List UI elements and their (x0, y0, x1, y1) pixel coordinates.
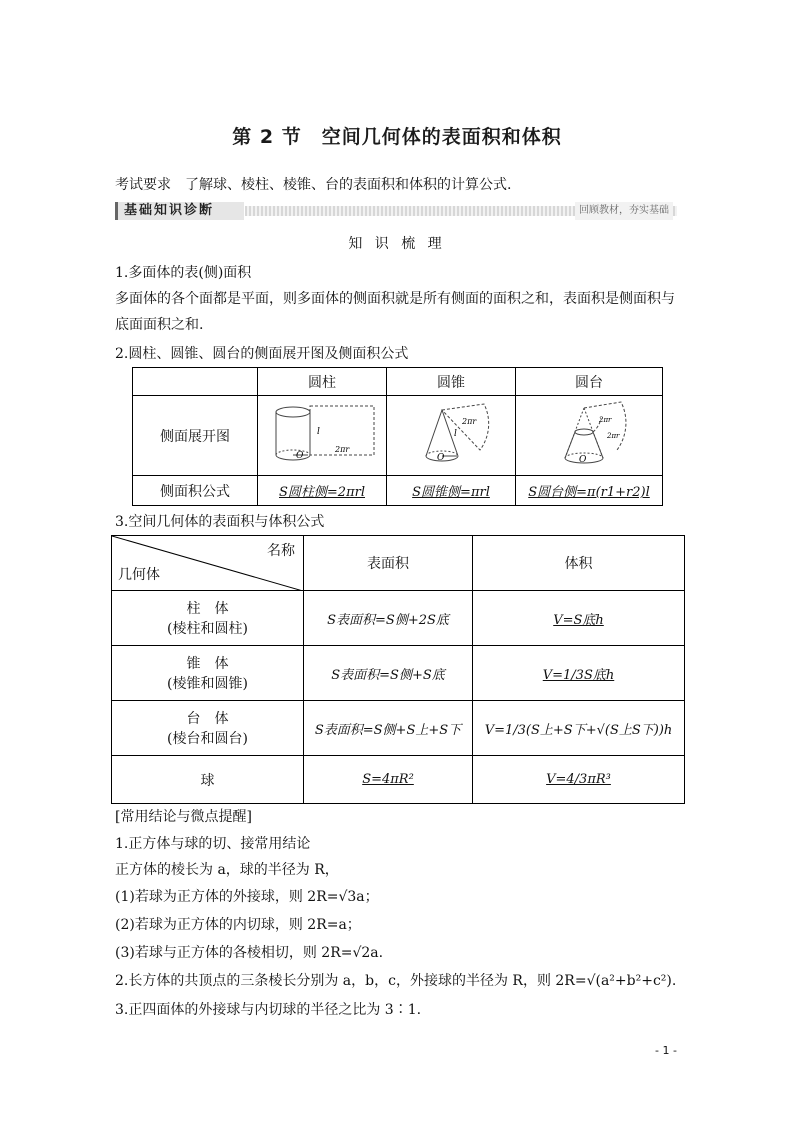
cone-center-label: O (437, 452, 445, 463)
table-row (112, 756, 685, 804)
row-sphere: 球 (112, 756, 304, 804)
table1-row-label-formula: 侧面积公式 (133, 476, 258, 506)
table1-corner (133, 368, 258, 396)
tip-3: (1)若球为正方体的外接球，则 2R=√3a； (115, 889, 379, 905)
frustum-unfold-figure (516, 396, 663, 476)
tip-6: 2.长方体的共顶点的三条棱长分别为 a，b，c，外接球的半径为 R，则 2R=√(a²+b²+c²). (115, 973, 677, 989)
row-pyramid: 锥 体 (棱锥和圆锥) (112, 646, 304, 701)
row-frustum: 台 体 (棱台和圆台) (112, 701, 304, 756)
tip-4: (2)若球为正方体的内切球，则 2R=a； (115, 917, 361, 933)
tip-5: (3)若球与正方体的各棱相切，则 2R=√2a. (115, 945, 384, 961)
pyramid-surface-formula: S表面积=S侧+S底 (304, 646, 473, 701)
prism-volume-formula: V=S底h (473, 591, 685, 646)
tip-1: 1.正方体与球的切、接常用结论 (115, 836, 311, 852)
table1-header-cylinder: 圆柱 (258, 368, 387, 396)
cylinder-lateral-formula: S圆柱侧=2πrl (258, 476, 387, 506)
frustum-2pir1-label: 2πr (599, 415, 612, 424)
cone-unfold-figure (387, 396, 516, 476)
surface-volume-table (111, 535, 685, 804)
table2-corner (112, 536, 304, 591)
frustum-surface-formula: S表面积=S侧+S上+S下 (304, 701, 473, 756)
cylinder-2pir-label: 2πr (335, 444, 350, 454)
col-volume-header: 体积 (473, 536, 685, 591)
p2-heading: 2.圆柱、圆锥、圆台的侧面展开图及侧面积公式 (115, 346, 409, 362)
cone-l-label: l (454, 428, 457, 439)
cylinder-center-label: O (296, 450, 304, 461)
table-row (112, 591, 685, 646)
frustum-center-label: O (579, 454, 587, 465)
cone-2pir-label: 2πr (462, 416, 477, 426)
table1-header-cone: 圆锥 (387, 368, 516, 396)
frustum-lateral-formula: S圆台侧=π(r1+r2)l (516, 476, 663, 506)
section-banner (115, 202, 677, 220)
col-surface-header: 表面积 (304, 536, 473, 591)
page-title: 第 2 节 空间几何体的表面积和体积 (232, 126, 562, 148)
table-row (112, 701, 685, 756)
tip-2: 正方体的棱长为 a，球的半径为 R， (115, 862, 339, 878)
corner-top-label: 名称 (267, 543, 295, 559)
banner-label: 基础知识诊断 (115, 202, 244, 220)
table1-row-label-unfold: 侧面展开图 (133, 396, 258, 476)
banner-subtitle: 回顾教材，夯实基础 (575, 202, 673, 220)
table1-header-frustum: 圆台 (516, 368, 663, 396)
section-heading: 知 识 梳 理 (348, 236, 446, 252)
cylinder-l-label: l (317, 426, 320, 437)
p3-heading: 3.空间几何体的表面积与体积公式 (115, 514, 325, 530)
tips-heading: [常用结论与微点提醒] (115, 809, 252, 825)
p1-text-a: 多面体的各个面都是平面，则多面体的侧面积就是所有侧面的面积之和，表面积是侧面积与 (115, 291, 675, 307)
p1-text-b: 底面面积之和. (115, 317, 204, 333)
frustum-2pir2-label: 2πr (607, 431, 620, 440)
row-prism: 柱 体 (棱柱和圆柱) (112, 591, 304, 646)
p1-heading: 1.多面体的表(侧)面积 (115, 265, 252, 281)
frustum-volume-formula: V=1/3(S上+S下+√(S上S下))h (473, 701, 685, 756)
lateral-area-table (132, 367, 663, 506)
tip-7: 3.正四面体的外接球与内切球的半径之比为 3∶1. (115, 1002, 422, 1018)
pyramid-volume-formula: V=1/3S底h (473, 646, 685, 701)
table-row (112, 646, 685, 701)
corner-bottom-label: 几何体 (118, 567, 160, 583)
prism-surface-formula: S表面积=S侧+2S底 (304, 591, 473, 646)
sphere-volume-formula: V=4/3πR³ (473, 756, 685, 804)
page-number: - 1 - (655, 1044, 677, 1057)
exam-requirement: 考试要求 了解球、棱柱、棱锥、台的表面积和体积的计算公式. (115, 177, 512, 193)
sphere-surface-formula: S=4πR² (304, 756, 473, 804)
cone-lateral-formula: S圆锥侧=πrl (387, 476, 516, 506)
cylinder-unfold-figure (258, 396, 387, 476)
